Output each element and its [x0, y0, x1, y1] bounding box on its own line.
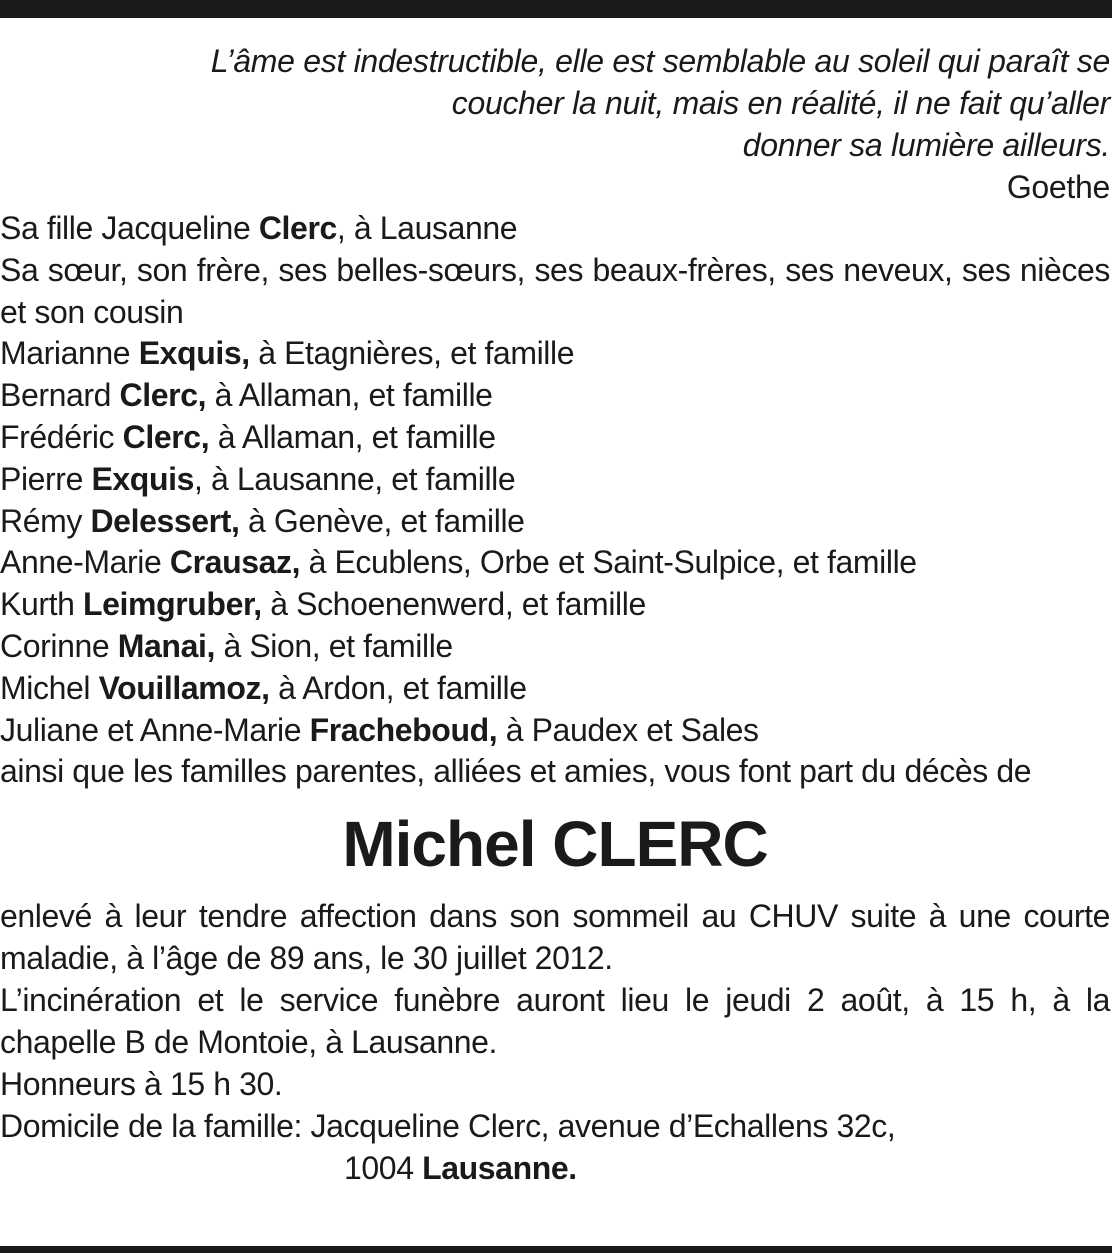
family-member: Corinne Manai, à Sion, et famille: [0, 627, 453, 664]
quote-line: coucher la nuit, mais en réalité, il ne fait qu’aller: [451, 85, 1110, 121]
announcement-closing: ainsi que les familles parentes, alliées et amies, vous font part du décès de: [0, 753, 1032, 790]
surname: Clerc,: [122, 418, 210, 455]
address-city-line: [0, 1147, 1110, 1189]
obituary-notice: [0, 18, 1110, 1189]
address-city: Lausanne.: [422, 1150, 577, 1187]
postal-code: 1004: [344, 1150, 423, 1187]
passing-text: enlevé à leur tendre affection dans son sommeil au CHUV suite à une courte maladie, à l’âge de 89 ans, le 30 juillet 2012.: [0, 898, 1110, 977]
family-member-daughter: Sa fille Jacqueline Clerc, à Lausanne: [0, 210, 518, 246]
surname: Clerc,: [119, 377, 207, 414]
epigraph-quote: [0, 40, 1110, 166]
surname: Fracheboud,: [309, 711, 498, 748]
address-line: Jacqueline Clerc, avenue d’Echallens 32c,: [310, 1108, 896, 1145]
family-member: Michel Vouillamoz, à Ardon, et famille: [0, 669, 527, 706]
family-list: [0, 208, 1110, 793]
notice-details: [0, 895, 1110, 1189]
quote-line: donner sa lumière ailleurs.: [742, 127, 1110, 163]
address-label: Domicile de la famille:: [0, 1108, 311, 1145]
surname: Clerc: [258, 210, 337, 246]
surname: Delessert,: [90, 502, 240, 539]
family-member: Anne-Marie Crausaz, à Ecublens, Orbe et Saint-Sulpice, et famille: [0, 544, 917, 581]
surname: Exquis,: [138, 335, 250, 372]
surname: Leimgruber,: [82, 586, 262, 623]
quote-line: L’âme est indestructible, elle est semblable au soleil qui paraît se: [210, 43, 1110, 79]
family-member: Kurth Leimgruber, à Schoenenwerd, et famille: [0, 586, 646, 623]
relatives-intro: Sa sœur, son frère, ses belles-sœurs, ses beaux-frères, ses neveux, ses nièces et son cousin: [0, 251, 1110, 330]
surname: Exquis: [91, 460, 194, 497]
family-address: [0, 1105, 1110, 1147]
family-member: Juliane et Anne-Marie Fracheboud, à Paudex et Sales: [0, 711, 759, 748]
surname: Crausaz,: [169, 544, 301, 581]
family-member: Pierre Exquis, à Lausanne, et famille: [0, 460, 516, 497]
surname: Manai,: [117, 627, 215, 664]
top-rule: [0, 0, 1112, 18]
family-member: Frédéric Clerc, à Allaman, et famille: [0, 418, 496, 455]
honors-text: Honneurs à 15 h 30.: [0, 1066, 283, 1103]
deceased-name: Michel CLERC: [342, 808, 768, 881]
surname: Vouillamoz,: [98, 669, 270, 706]
family-member: Rémy Delessert, à Genève, et famille: [0, 502, 525, 539]
family-member: Marianne Exquis, à Etagnières, et famille: [0, 335, 575, 372]
ceremony-text: L’incinération et le service funèbre auront lieu le jeudi 2 août, à 15 h, à la chapelle B de Montoie, à Lausanne.: [0, 982, 1110, 1061]
bottom-rule: [0, 1246, 1112, 1253]
family-member: Bernard Clerc, à Allaman, et famille: [0, 377, 493, 414]
quote-author: Goethe: [1006, 169, 1110, 205]
